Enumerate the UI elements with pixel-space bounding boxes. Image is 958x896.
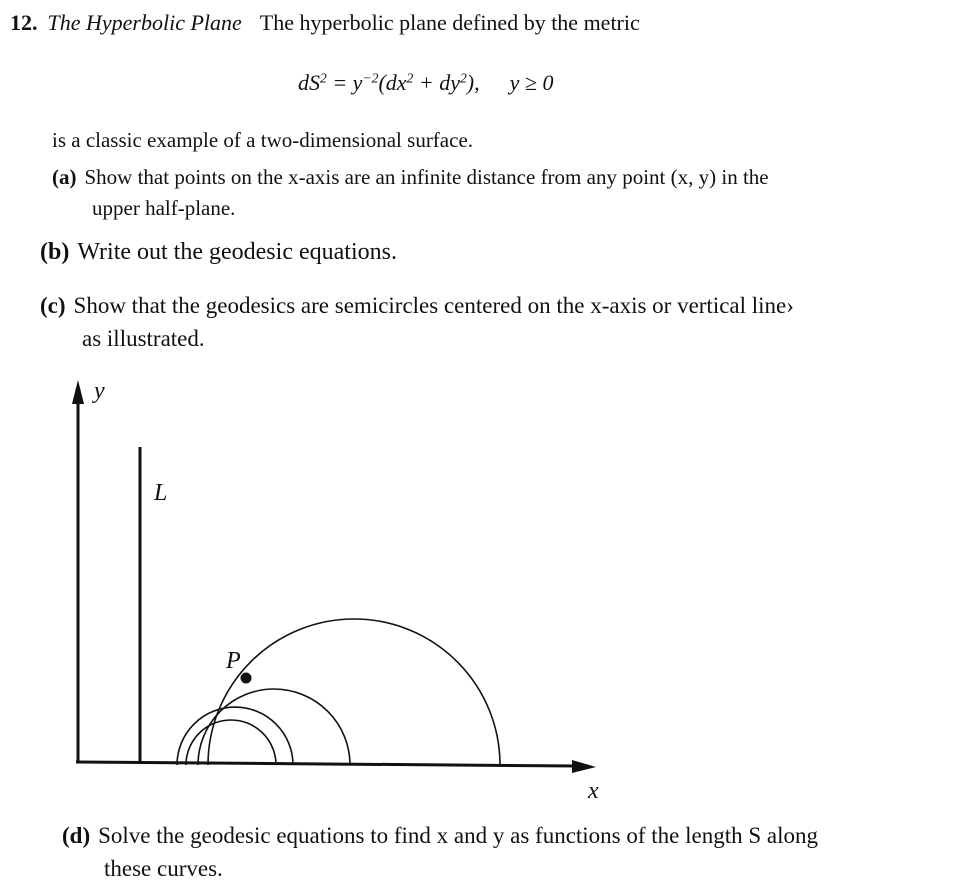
part-b-label: (b) (40, 239, 70, 265)
problem-intro: The hyperbolic plane defined by the metric (259, 10, 640, 35)
problem-header (10, 10, 640, 36)
geodesic-figure (0, 370, 958, 810)
problem-statement: is a classic example of a two-dimensional surface. (52, 128, 474, 152)
part-b: (b) Write out the geodesic equations. (40, 239, 397, 265)
problem-number: 12. (10, 10, 38, 35)
part-c-line-1: (c) Show that the geodesics are semicircles centered on the x-axis or vertical line› (40, 293, 794, 318)
part-d-line-2: these curves. (104, 856, 223, 881)
x-axis-label: x (588, 778, 599, 804)
point-P (241, 673, 252, 684)
point-label-P: P (226, 648, 241, 674)
part-d-line-1: (d) Solve the geodesic equations to find x and y as functions of the length S along (62, 823, 819, 848)
x-axis (76, 762, 578, 766)
x-axis-arrow-icon (572, 760, 596, 773)
part-a-line-1: (a) Show that points on the x-axis are an infinite distance from any point (x, y) in the (52, 165, 769, 189)
part-a-label: (a) (52, 165, 77, 189)
line-label-L: L (154, 480, 168, 506)
y-axis-label: y (94, 378, 105, 404)
part-c-line-2: as illustrated. (82, 326, 205, 351)
problem-title: The Hyperbolic Plane (47, 10, 242, 35)
metric-condition: y ≥ 0 (509, 70, 554, 95)
part-c-label: (c) (40, 293, 66, 318)
y-axis-arrow-icon (72, 380, 84, 404)
semicircle-smallest (186, 720, 276, 765)
metric-equation: $dS^2 = y^{-2}(dx^2 + dy^2)$, y ≥ 0 (298, 70, 554, 95)
part-a-line-2: upper half-plane. (92, 196, 236, 220)
part-d-label: (d) (62, 823, 91, 848)
